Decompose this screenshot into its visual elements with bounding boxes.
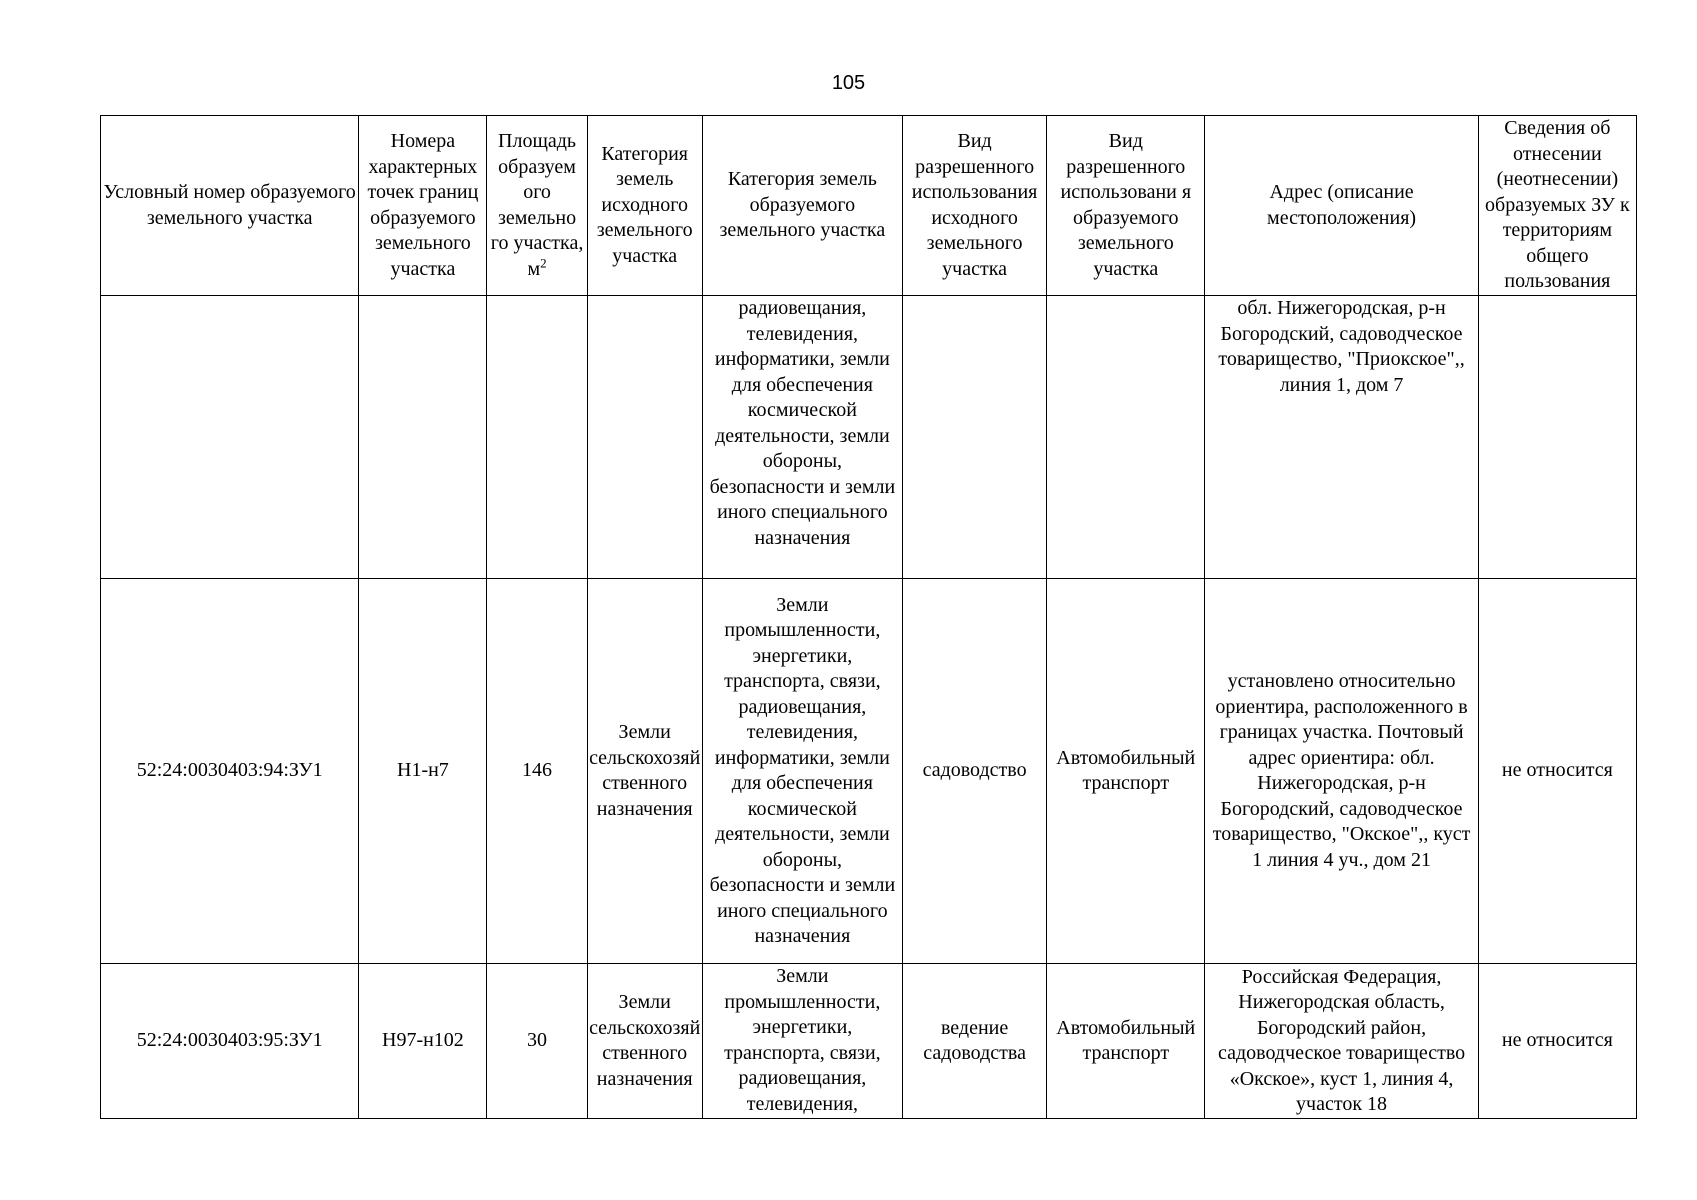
cell-address: обл. Нижегородская, р-н Богородский, садоводческое товарищество, "Приокское",, линия 1, дом 7 [1205,296,1478,579]
table-row [101,579,1637,964]
cell-area: 30 [487,964,587,1119]
header-boundary-points: Номера характерных точек границ образуемого земельного участка [359,116,487,296]
cell-source-use: ведение садоводства [903,964,1047,1119]
cell-area: 146 [487,579,587,964]
cell-target-use [1047,296,1205,579]
table-row [101,964,1637,1119]
header-target-use: Вид разрешенного использовани я образуемого земельного участка [1047,116,1205,296]
header-address: Адрес (описание местоположения) [1205,116,1478,296]
cell-source-category: Земли сельскохозяйственного назначения [587,964,702,1119]
cell-address: Российская Федерация, Нижегородская область, Богородский район, садоводческое товарищество «Окское», куст 1, линия 4, участок 18 [1205,964,1478,1119]
cell-target-use: Автомобильный транспорт [1047,579,1205,964]
area-unit-superscript: 2 [540,254,547,270]
cell-target-use: Автомобильный транспорт [1047,964,1205,1119]
header-plot-number: Условный номер образуемого земельного участка [101,116,359,296]
table-header-row [101,116,1637,296]
header-target-category: Категория земель образуемого земельного участка [702,116,902,296]
header-public-use: Сведения об отнесении (неотнесении) образуемых ЗУ к территориям общего пользования [1478,116,1636,296]
cell-source-category [587,296,702,579]
cell-public-use: не относится [1478,964,1636,1119]
header-source-use: Вид разрешенного использования исходного земельного участка [903,116,1047,296]
page-number: 105 [831,72,866,94]
cell-plot-number: 52:24:0030403:94:ЗУ1 [101,579,359,964]
land-plot-table [100,115,1637,1119]
cell-boundary-points: Н97-н102 [359,964,487,1119]
cell-area [487,296,587,579]
cell-source-category: Земли сельскохозяйственного назначения [587,579,702,964]
cell-plot-number [101,296,359,579]
cell-boundary-points: Н1-н7 [359,579,487,964]
cell-source-use: садоводство [903,579,1047,964]
table-row [101,296,1637,579]
cell-boundary-points [359,296,487,579]
cell-public-use [1478,296,1636,579]
cell-address: установлено относительно ориентира, расположенного в границах участка. Почтовый адрес ориентира: обл. Нижегородская, р-н Богородский, садоводческое товарищество, "Окское",, куст 1 линия 4 уч., дом 21 [1205,579,1478,964]
cell-target-category: Земли промышленности, энергетики, транспорта, связи, радиовещания, телевидения, информатики, земли для обеспечения космической деятельности, земли обороны, безопасности и земли иного специального назначения [702,579,902,964]
cell-target-category: Земли промышленности, энергетики, транспорта, связи, радиовещания, телевидения, [702,964,902,1119]
cell-source-use [903,296,1047,579]
header-source-category: Категория земель исходного земельного участка [587,116,702,296]
cell-public-use: не относится [1478,579,1636,964]
cell-plot-number: 52:24:0030403:95:ЗУ1 [101,964,359,1119]
cell-target-category: радиовещания, телевидения, информатики, земли для обеспечения космической деятельности, земли обороны, безопасности и земли иного специального назначения [702,296,902,579]
header-area: Площадь образуем ого земельно го участка, $м^2$ [487,116,587,296]
